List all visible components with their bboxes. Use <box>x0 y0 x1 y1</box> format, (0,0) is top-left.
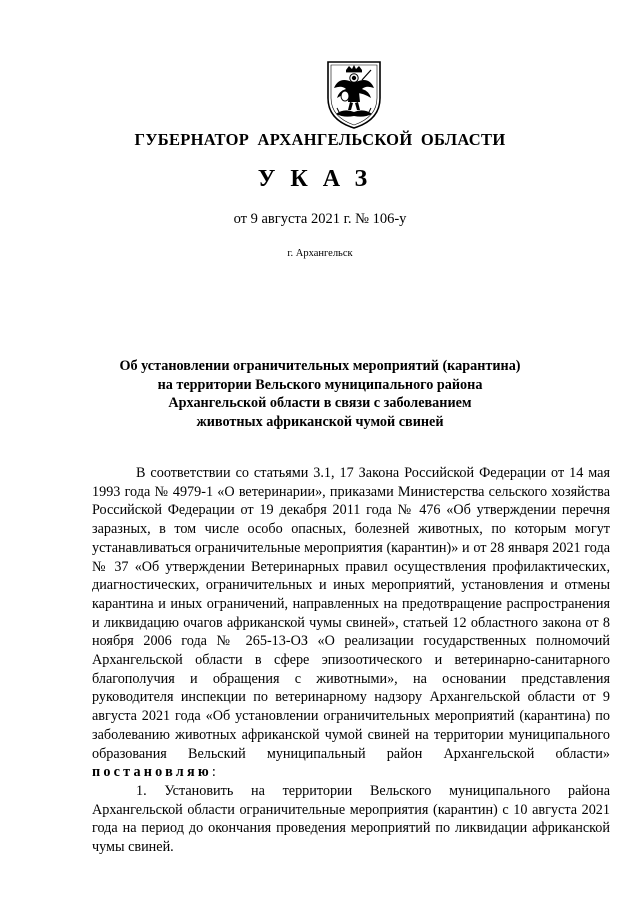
issuer-title: ГУБЕРНАТОР АРХАНГЕЛЬСКОЙ ОБЛАСТИ <box>134 130 506 149</box>
document-type: УКАЗ <box>257 166 383 192</box>
item-1-paragraph: 1. Установить на территории Вельского муниципального района Архангельской области ограничительные мероприятия (карантин) с 10 августа 2021 года на период до окончания проведения мероприятий по ликвидации африканской чумы свиней. <box>92 782 610 856</box>
decree-title-line: на территории Вельского муниципального района <box>157 376 483 393</box>
decree-word: постановляю <box>92 764 212 781</box>
decree-title-line: Об установлении ограничительных мероприятий (карантина) <box>119 358 521 374</box>
decree-colon: : <box>211 764 216 781</box>
decree-title-line: Архангельской области в связи с заболеванием <box>168 395 472 411</box>
decree-body <box>92 464 610 857</box>
place-of-issue: г. Архангельск <box>287 248 353 259</box>
preamble-paragraph <box>92 464 610 782</box>
date-and-number: от 9 августа 2021 г. № 106-у <box>233 211 407 227</box>
decree-title-line: животных африканской чумой свиней <box>196 413 444 430</box>
preamble-text: В соответствии со статьями 3.1, 17 Закона Российской Федерации от 14 мая 1993 года № 4979-1 «О ветеринарии», приказами Министерства сельского хозяйства Российской Федерации от 19 декабря 2011 года № 476 «Об утверждении перечня заразных, в том числе особо опасных, болезней животных, по которым могут устанавливаться ограничительные мероприятия (карантин)» и от 28 января 2021 года № 37 «Об утверждении Ветеринарных правил осуществления профилактических, диагностических, ограничительных и иных мероприятий, установления и отмены карантина и иных ограничений, направленных на предотвращение распространения и ликвидацию очагов африканской чумы свиней», статьей 12 областного закона от 8 ноября 2006 года № 265-13-ОЗ «О реализации государственных полномочий Архангельской области в сфере эпизоотического и ветеринарно-санитарного благополучия и обращения с животными», на основании представления руководителя инспекции по ветеринарному надзору Архангельской области от 9 августа 2021 года «Об установлении ограничительных мероприятий (карантина) по заболеванию животных африканской чумой свиней на территории муниципального образования Вельский муниципальный район Архангельской области» <box>92 465 610 762</box>
decree-title <box>60 357 580 431</box>
coat-of-arms-icon <box>322 58 386 130</box>
